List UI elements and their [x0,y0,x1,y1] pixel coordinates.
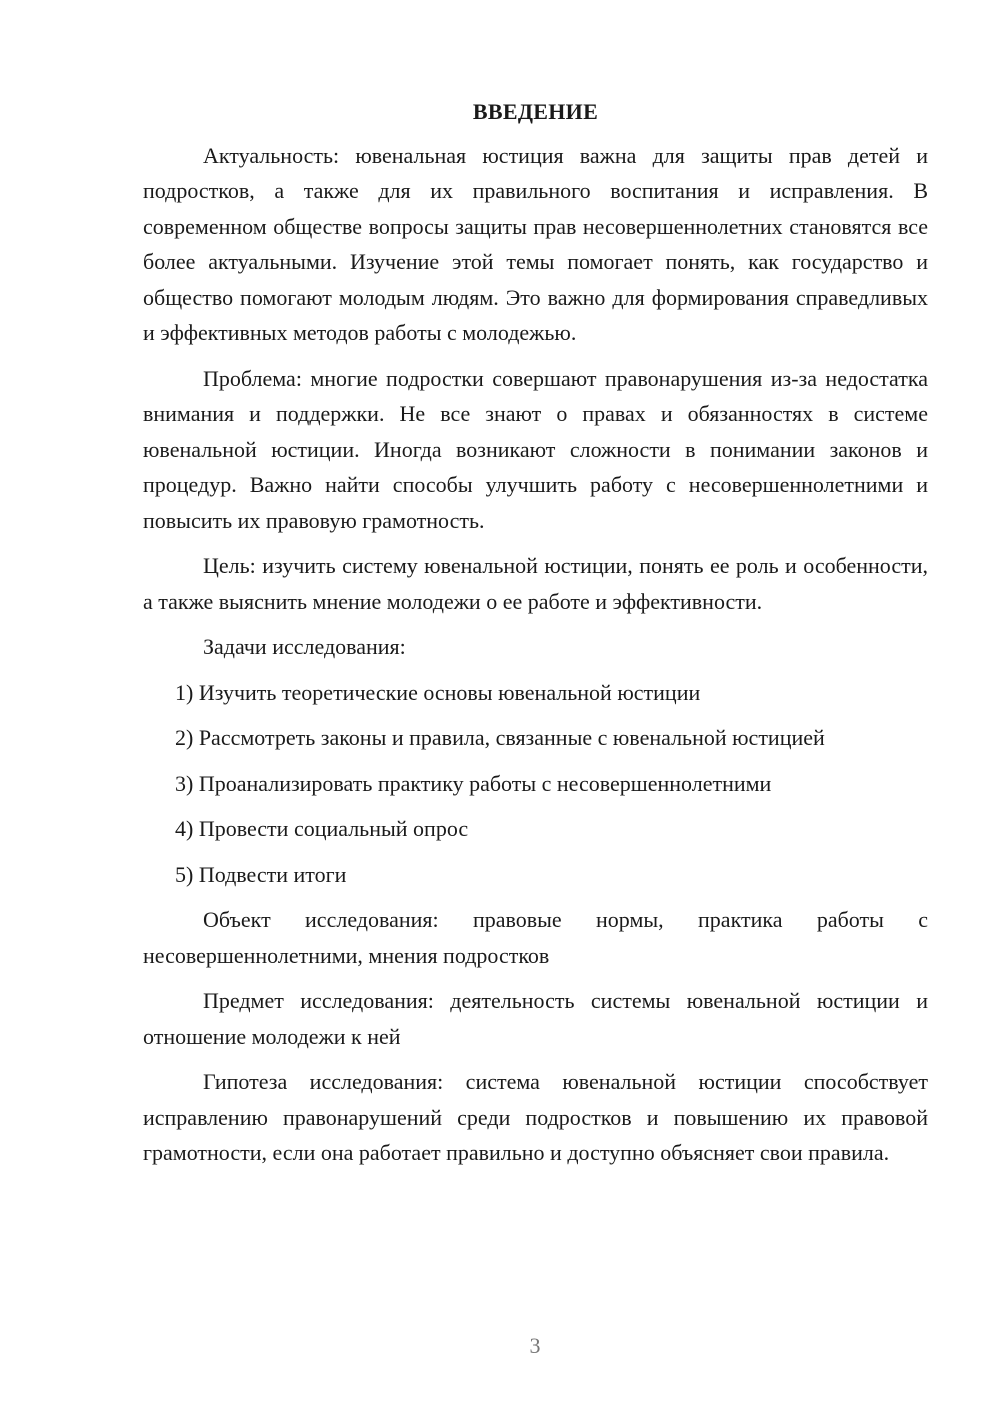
task-item: 4) Провести социальный опрос [175,816,469,841]
relevance-paragraph: Актуальность: ювенальная юстиция важна для защиты прав детей и подростков, а также для их правильного воспитания и исправления. В современном обществе вопросы защиты прав несовершеннолетних становятся все более актуальными. Изучение этой темы помогает понять, как государство и общество помогают молодым людям. Это важно для формирования справедливых и эффективных методов работы с молодежью. [143,142,928,345]
problem-paragraph: Проблема: многие подростки совершают правонарушения из-за недостатка внимания и поддержки. Не все знают о правах и обязанностях в системе ювенальной юстиции. Иногда возникают сложности в понимании законов и процедур. Важно найти способы улучшить работу с несовершеннолетними и повысить их правовую грамотность. [143,365,928,533]
tasks-heading: Задачи исследования: [203,634,406,659]
page-number: 3 [529,1333,541,1358]
task-item: 5) Подвести итоги [175,861,347,887]
task-item: 1) Изучить теоретические основы ювенальной юстиции [175,679,701,705]
tasks-list [143,675,928,893]
task-item: 3) Проанализировать практику работы с несовершеннолетними [175,770,772,796]
task-item: 2) Рассмотреть законы и правила, связанные с ювенальной юстицией [175,725,825,750]
subject-paragraph: Предмет исследования: деятельность системы ювенальной юстиции и отношение молодежи к ней [143,988,928,1049]
section-title: ВВЕДЕНИЕ [472,99,599,124]
hypothesis-paragraph: Гипотеза исследования: система ювенальной юстиции способствует исправлению правонарушений среди подростков и повышению их правовой грамотности, если она работает правильно и доступно объясняет свои правила. [143,1069,928,1165]
page-content [143,94,928,1181]
goal-paragraph: Цель: изучить систему ювенальной юстиции, понять ее роль и особенности, а также выяснить мнение молодежи о ее работе и эффективности. [143,553,928,614]
object-paragraph: Объект исследования: правовые нормы, практика работы с несовершеннолетними, мнения подростков [143,907,928,968]
